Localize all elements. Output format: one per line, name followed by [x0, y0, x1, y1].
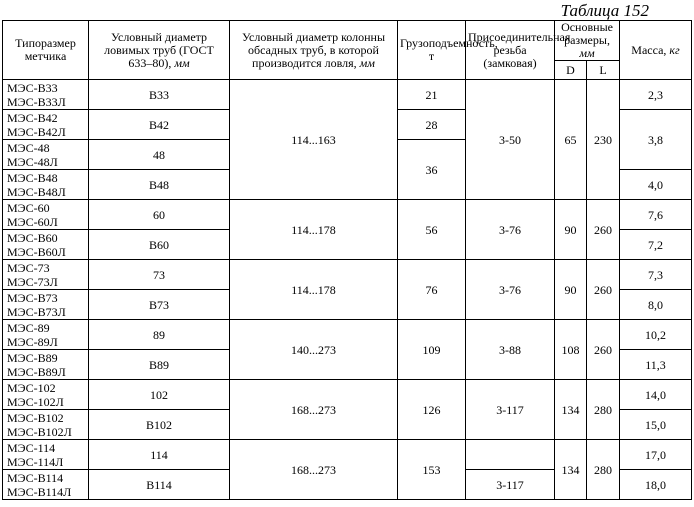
cell-load: 153 — [398, 440, 466, 500]
cell-thread: 3-117 — [466, 470, 555, 500]
cell-load: 76 — [398, 260, 466, 320]
header-d: D — [555, 61, 587, 80]
header-l: L — [587, 61, 620, 80]
cell-pipe-diameter: 48 — [89, 140, 230, 170]
header-dimensions: Основные размеры, мм — [555, 21, 620, 61]
cell-mass: 14,0 — [620, 380, 692, 410]
cell-name: МЭС-В33 МЭС-В33Л — [3, 80, 89, 110]
cell-name: МЭС-В48 МЭС-В48Л — [3, 170, 89, 200]
cell-name: МЭС-60 МЭС-60Л — [3, 200, 89, 230]
cell-name: МЭС-В42 МЭС-В42Л — [3, 110, 89, 140]
cell-mass: 18,0 — [620, 470, 692, 500]
cell-pipe-diameter: 114 — [89, 440, 230, 470]
cell-d: 134 — [555, 380, 587, 440]
cell-d: 90 — [555, 260, 587, 320]
cell-casing-diameter: 114...163 — [230, 80, 398, 200]
cell-pipe-diameter: 60 — [89, 200, 230, 230]
cell-pipe-diameter: 73 — [89, 260, 230, 290]
cell-name: МЭС-В102 МЭС-В102Л — [3, 410, 89, 440]
data-table — [2, 20, 692, 500]
cell-d: 134 — [555, 440, 587, 500]
table-row — [3, 380, 692, 410]
cell-d: 65 — [555, 80, 587, 200]
cell-mass: 8,0 — [620, 290, 692, 320]
cell-name: МЭС-В60 МЭС-В60Л — [3, 230, 89, 260]
cell-pipe-diameter: В73 — [89, 290, 230, 320]
cell-pipe-diameter: В33 — [89, 80, 230, 110]
cell-mass: 10,2 — [620, 320, 692, 350]
cell-thread: 3-88 — [466, 320, 555, 380]
cell-mass: 7,6 — [620, 200, 692, 230]
cell-pipe-diameter: В42 — [89, 110, 230, 140]
cell-thread: 3-76 — [466, 200, 555, 260]
cell-name: МЭС-В114 МЭС-В114Л — [3, 470, 89, 500]
cell-name: МЭС-В89 МЭС-В89Л — [3, 350, 89, 380]
cell-mass: 2,3 — [620, 80, 692, 110]
cell-thread: 3-76 — [466, 260, 555, 320]
cell-pipe-diameter: 102 — [89, 380, 230, 410]
cell-thread — [466, 440, 555, 470]
table-row — [3, 200, 692, 230]
cell-pipe-diameter: В89 — [89, 350, 230, 380]
cell-l: 280 — [587, 440, 620, 500]
table-caption: Таблица 152 — [560, 1, 649, 20]
cell-pipe-diameter: В60 — [89, 230, 230, 260]
cell-name: МЭС-В73 МЭС-В73Л — [3, 290, 89, 320]
cell-load: 126 — [398, 380, 466, 440]
header-casing-diameter: Условный диаметр колонны обсадных труб, в которой производится ловля, мм — [230, 21, 398, 80]
header-thread: Присоединительная резьба (замковая) — [466, 21, 555, 80]
table-row — [3, 260, 692, 290]
cell-d: 108 — [555, 320, 587, 380]
cell-load: 109 — [398, 320, 466, 380]
cell-l: 280 — [587, 380, 620, 440]
cell-pipe-diameter: В114 — [89, 470, 230, 500]
cell-name: МЭС-89 МЭС-89Л — [3, 320, 89, 350]
cell-casing-diameter: 114...178 — [230, 260, 398, 320]
cell-load: 56 — [398, 200, 466, 260]
cell-mass: 7,3 — [620, 260, 692, 290]
cell-pipe-diameter: В102 — [89, 410, 230, 440]
cell-mass: 17,0 — [620, 440, 692, 470]
cell-l: 260 — [587, 200, 620, 260]
table-row — [3, 80, 692, 110]
cell-mass: 15,0 — [620, 410, 692, 440]
cell-name: МЭС-102 МЭС-102Л — [3, 380, 89, 410]
cell-mass: 3,8 — [620, 110, 692, 170]
cell-l: 260 — [587, 260, 620, 320]
cell-thread: 3-117 — [466, 380, 555, 440]
cell-l: 230 — [587, 80, 620, 200]
cell-thread: 3-50 — [466, 80, 555, 200]
table-row — [3, 320, 692, 350]
cell-name: МЭС-48 МЭС-48Л — [3, 140, 89, 170]
cell-casing-diameter: 140...273 — [230, 320, 398, 380]
table-row — [3, 440, 692, 470]
cell-mass: 7,2 — [620, 230, 692, 260]
header-load: Грузоподъемность, т — [398, 21, 466, 80]
cell-name: МЭС-73 МЭС-73Л — [3, 260, 89, 290]
cell-casing-diameter: 168...273 — [230, 380, 398, 440]
cell-mass: 4,0 — [620, 170, 692, 200]
cell-load: 21 — [398, 80, 466, 110]
cell-casing-diameter: 114...178 — [230, 200, 398, 260]
header-mass: Масса, кг — [620, 21, 692, 80]
cell-load: 28 — [398, 110, 466, 140]
cell-name: МЭС-114 МЭС-114Л — [3, 440, 89, 470]
cell-mass: 11,3 — [620, 350, 692, 380]
header-pipe-diameter: Условный диаметр ловимых труб (ГОСТ 633–80), мм — [89, 21, 230, 80]
cell-l: 260 — [587, 320, 620, 380]
cell-pipe-diameter: 89 — [89, 320, 230, 350]
cell-casing-diameter: 168...273 — [230, 440, 398, 500]
cell-pipe-diameter: В48 — [89, 170, 230, 200]
header-name: Типоразмер метчика — [3, 21, 89, 80]
cell-d: 90 — [555, 200, 587, 260]
cell-load: 36 — [398, 140, 466, 200]
